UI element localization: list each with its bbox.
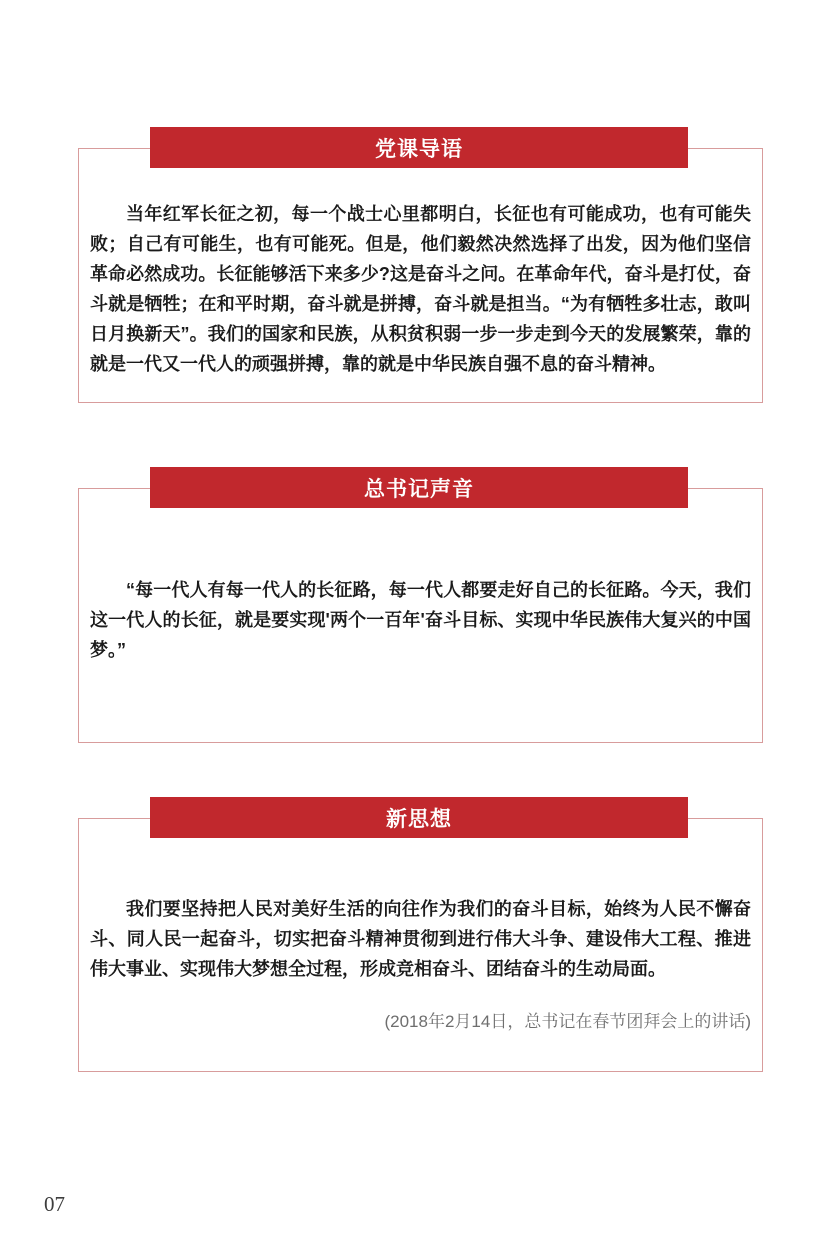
section-1-content-box xyxy=(78,148,763,403)
page-number: 07 xyxy=(44,1192,65,1216)
section-2-header-banner xyxy=(150,467,688,508)
section-2-content-box xyxy=(78,488,763,743)
section-3-paragraph: 我们要坚持把人民对美好生活的向往作为我们的奋斗目标，始终为人民不懈奋斗、同人民一起奋斗，切实把奋斗精神贯彻到进行伟大斗争、建设伟大工程、推进伟大事业、实现伟大梦想全过程，形成竞相奋斗、团结奋斗的生动局面。 xyxy=(90,899,751,979)
section-2-paragraph: “每一代人有每一代人的长征路，每一代人都要走好自己的长征路。今天，我们这一代人的长征，就是要实现'两个一百年'奋斗目标、实现中华民族伟大复兴的中国梦。” xyxy=(90,580,751,660)
section-3-content-box xyxy=(78,818,763,1072)
section-1-paragraph: 当年红军长征之初，每一个战士心里都明白，长征也有可能成功，也有可能失败；自己有可能生，也有可能死。但是，他们毅然决然选择了出发，因为他们坚信革命必然成功。长征能够活下来多少?这是奋斗之问。在革命年代，奋斗是打仗，奋斗就是牺牲；在和平时期，奋斗就是拼搏，奋斗就是担当。“为有牺牲多壮志，敢叫日月换新天”。我们的国家和民族，从积贫积弱一步一步走到今天的发展繁荣，靠的就是一代又一代人的顽强拼搏，靠的就是中华民族自强不息的奋斗精神。 xyxy=(90,204,751,374)
section-3-header-banner xyxy=(150,797,688,838)
section-1-header-banner xyxy=(150,127,688,168)
section-2-title: 总书记声音 xyxy=(364,477,474,501)
section-1-title: 党课导语 xyxy=(375,137,463,161)
section-3-attribution: (2018年2月14日，总书记在春节团拜会上的讲话) xyxy=(384,1012,751,1031)
section-3-title: 新思想 xyxy=(386,807,452,831)
